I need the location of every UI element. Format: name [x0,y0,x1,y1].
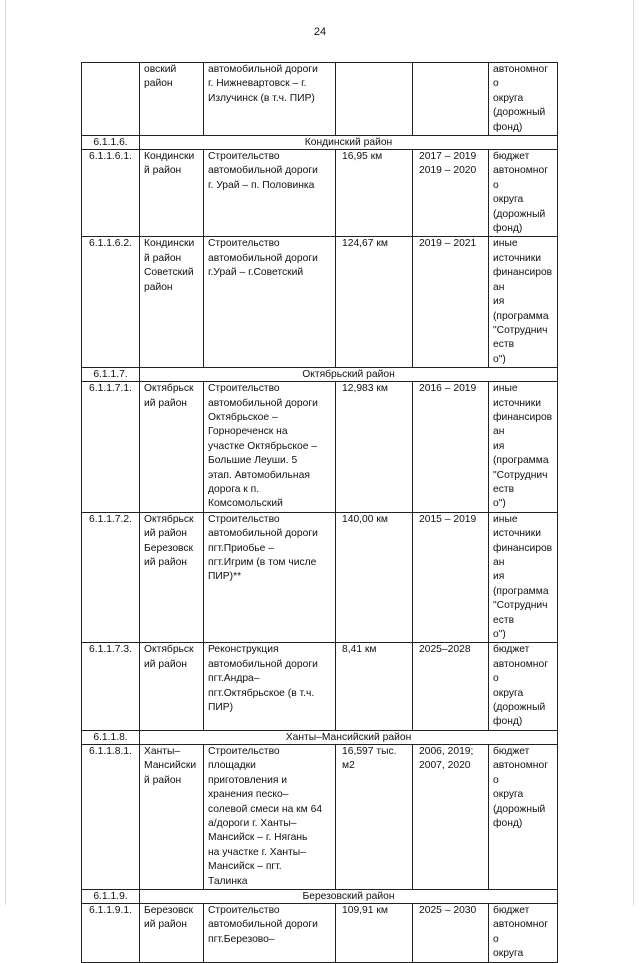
funding-source-cell: автономного округа (дорожный фонд) [489,63,558,136]
scan-edge-left [5,0,6,905]
district-cell: Ханты– Мансийски й район [140,744,204,889]
funding-source-cell: бюджет автономного округа (дорожный фонд) [489,150,558,237]
section-title: Октябрьский район [140,368,558,382]
years-cell: 2025 – 2030 [413,903,489,962]
district-cell: Октябрьск ий район [140,643,204,730]
item-code-cell: 6.1.1.6.2. [82,237,140,368]
years-cell: 2016 – 2019 [413,382,489,513]
table-row [82,63,558,136]
object-cell: Строительство автомобильной дороги г. Урай – п. Половинка [204,150,336,237]
table-row [82,237,558,368]
object-cell: Строительство автомобильной дороги Октябрьское – Горнореченск на участке Октябрьское – Большие Леуши. 5 этап. Автомобильная дорога к п. Комсомольский [204,382,336,513]
district-cell: Кондински й район [140,150,204,237]
object-cell: Строительство площадки приготовления и хранения песко– солевой смеси на км 64 а/дороги г. Ханты– Мансийск – г. Нягань на участке г. Ханты– Мансийск – пгт. Талинка [204,744,336,889]
item-code-cell: 6.1.1.7.1. [82,382,140,513]
section-row [82,889,558,903]
district-cell: овский район [140,63,204,136]
item-code-cell: 6.1.1.8.1. [82,744,140,889]
capacity-cell: 124,67 км [336,237,413,368]
section-code: 6.1.1.8. [82,730,140,744]
years-cell [413,63,489,136]
section-code: 6.1.1.7. [82,368,140,382]
funding-source-cell: иные источники финансирован ия (программа "Сотрудничеств о") [489,382,558,513]
funding-source-cell: бюджет автономного округа (дорожный фонд) [489,744,558,889]
capacity-cell: 140,00 км [336,512,413,643]
item-code-cell: 6.1.1.7.3. [82,643,140,730]
district-cell: Октябрьск ий район [140,382,204,513]
item-code-cell: 6.1.1.7.2. [82,512,140,643]
funding-source-cell: бюджет автономного округа [489,903,558,962]
scan-edge-right [633,0,634,905]
years-cell: 2017 – 2019 2019 – 2020 [413,150,489,237]
capacity-cell [336,63,413,136]
table-body [82,63,558,963]
capacity-cell: 109,91 км [336,903,413,962]
program-table [81,62,558,963]
capacity-cell: 16,95 км [336,150,413,237]
object-cell: Реконструкция автомобильной дороги пгт.Андра– пгт.Октябрьское (в т.ч. ПИР) [204,643,336,730]
table-row [82,382,558,513]
section-title: Кондинский район [140,136,558,150]
table-row [82,512,558,643]
table-row [82,150,558,237]
capacity-cell: 12,983 км [336,382,413,513]
item-code-cell: 6.1.1.6.1. [82,150,140,237]
section-code: 6.1.1.9. [82,889,140,903]
section-title: Березовский район [140,889,558,903]
funding-source-cell: бюджет автономного округа (дорожный фонд) [489,643,558,730]
district-cell: Березовск ий район [140,903,204,962]
district-cell: Октябрьск ий район Березовск ий район [140,512,204,643]
item-code-cell [82,63,140,136]
years-cell: 2006, 2019; 2007, 2020 [413,744,489,889]
object-cell: автомобильной дороги г. Нижневартовск – г. Излучинск (в т.ч. ПИР) [204,63,336,136]
years-cell: 2015 – 2019 [413,512,489,643]
page-number: 24 [313,26,327,38]
table-row [82,643,558,730]
capacity-cell: 16,597 тыс. м2 [336,744,413,889]
section-row [82,730,558,744]
capacity-cell: 8,41 км [336,643,413,730]
object-cell: Строительство автомобильной дороги пгт.Березово– [204,903,336,962]
table-row [82,744,558,889]
section-title: Ханты–Мансийский район [140,730,558,744]
item-code-cell: 6.1.1.9.1. [82,903,140,962]
object-cell: Строительство автомобильной дороги г.Урай – г.Советский [204,237,336,368]
section-row [82,368,558,382]
section-code: 6.1.1.6. [82,136,140,150]
district-cell: Кондински й район Советский район [140,237,204,368]
years-cell: 2025–2028 [413,643,489,730]
years-cell: 2019 – 2021 [413,237,489,368]
section-row [82,136,558,150]
funding-source-cell: иные источники финансирован ия (программа "Сотрудничеств о") [489,512,558,643]
table-row [82,903,558,962]
object-cell: Строительство автомобильной дороги пгт.Приобье – пгт.Игрим (в том числе ПИР)** [204,512,336,643]
funding-source-cell: иные источники финансирован ия (программа "Сотрудничеств о") [489,237,558,368]
